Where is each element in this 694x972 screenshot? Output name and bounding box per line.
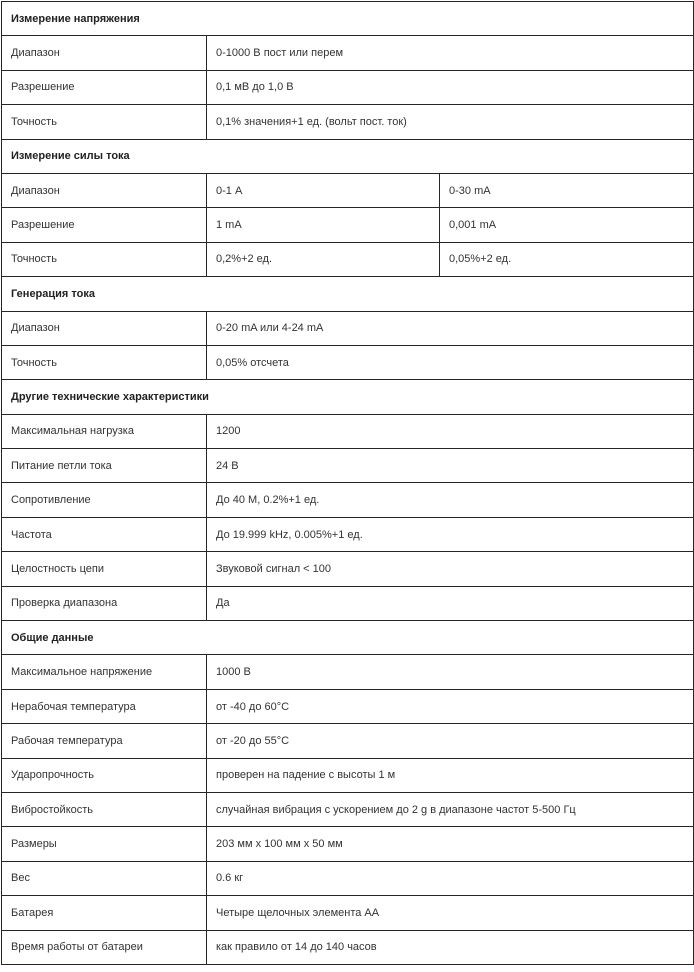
parameter-value-cell: Четыре щелочных элемента АА — [207, 896, 694, 930]
table-row — [2, 345, 694, 379]
section-header-row — [2, 139, 694, 173]
table-row — [2, 689, 694, 723]
section-title: Общие данные — [2, 621, 694, 655]
parameter-name-cell: Батарея — [2, 896, 207, 930]
table-row — [2, 483, 694, 517]
table-row — [2, 70, 694, 104]
parameter-value-cell: случайная вибрация с ускорением до 2 g в диапазоне частот 5-500 Гц — [207, 792, 694, 826]
parameter-name-cell: Рабочая температура — [2, 724, 207, 758]
table-row — [2, 758, 694, 792]
table-row — [2, 655, 694, 689]
parameter-value-cell: 0,05% отсчета — [207, 345, 694, 379]
section-header-row — [2, 277, 694, 311]
table-row — [2, 861, 694, 895]
parameter-name-cell: Частота — [2, 517, 207, 551]
parameter-value-cell: 0,1% значения+1 ед. (вольт пост. ток) — [207, 105, 694, 139]
table-row — [2, 449, 694, 483]
section-title: Измерение напряжения — [2, 2, 694, 36]
parameter-name-cell: Диапазон — [2, 36, 207, 70]
section-title: Генерация тока — [2, 277, 694, 311]
parameter-name-cell: Размеры — [2, 827, 207, 861]
table-row — [2, 827, 694, 861]
parameter-value-cell: Звуковой сигнал < 100 — [207, 552, 694, 586]
parameter-name-cell: Ударопрочность — [2, 758, 207, 792]
table-row — [2, 208, 694, 242]
table-row — [2, 311, 694, 345]
parameter-name-cell: Диапазон — [2, 311, 207, 345]
parameter-value-cell: от -20 до 55°С — [207, 724, 694, 758]
parameter-value-cell: 1200 — [207, 414, 694, 448]
table-row — [2, 517, 694, 551]
parameter-value-cell: как правило от 14 до 140 часов — [207, 930, 694, 964]
parameter-name-cell: Точность — [2, 242, 207, 276]
table-row — [2, 105, 694, 139]
parameter-value-cell: До 19.999 kHz, 0.005%+1 ед. — [207, 517, 694, 551]
parameter-value-cell: 0,2%+2 ед. — [207, 242, 440, 276]
parameter-name-cell: Разрешение — [2, 70, 207, 104]
parameter-name-cell: Максимальное напряжение — [2, 655, 207, 689]
parameter-name-cell: Время работы от батареи — [2, 930, 207, 964]
parameter-value-cell: 1 mA — [207, 208, 440, 242]
table-row — [2, 552, 694, 586]
parameter-value-cell: 24 В — [207, 449, 694, 483]
parameter-value-cell: 0-1 А — [207, 173, 440, 207]
parameter-value-cell: от -40 до 60°С — [207, 689, 694, 723]
parameter-name-cell: Сопротивление — [2, 483, 207, 517]
parameter-name-cell: Нерабочая температура — [2, 689, 207, 723]
section-title: Другие технические характеристики — [2, 380, 694, 414]
parameter-name-cell: Точность — [2, 345, 207, 379]
parameter-name-cell: Целостность цепи — [2, 552, 207, 586]
parameter-value-cell: 0-1000 В пост или перем — [207, 36, 694, 70]
parameter-value-cell: проверен на падение с высоты 1 м — [207, 758, 694, 792]
parameter-name-cell: Максимальная нагрузка — [2, 414, 207, 448]
section-header-row — [2, 2, 694, 36]
table-row — [2, 724, 694, 758]
parameter-name-cell: Питание петли тока — [2, 449, 207, 483]
parameter-value-cell: 0.6 кг — [207, 861, 694, 895]
table-row — [2, 896, 694, 930]
section-title: Измерение силы тока — [2, 139, 694, 173]
table-row — [2, 930, 694, 964]
parameter-value-cell: 0,1 мВ до 1,0 В — [207, 70, 694, 104]
table-row — [2, 586, 694, 620]
specifications-table — [1, 1, 694, 965]
parameter-name-cell: Разрешение — [2, 208, 207, 242]
table-row — [2, 242, 694, 276]
table-row — [2, 414, 694, 448]
table-row — [2, 792, 694, 826]
parameter-value-cell: 203 мм х 100 мм х 50 мм — [207, 827, 694, 861]
section-header-row — [2, 380, 694, 414]
parameter-name-cell: Диапазон — [2, 173, 207, 207]
parameter-value-cell: 1000 В — [207, 655, 694, 689]
parameter-value-cell: 0,001 mA — [440, 208, 694, 242]
table-row — [2, 173, 694, 207]
parameter-value-cell: 0,05%+2 ед. — [440, 242, 694, 276]
parameter-value-cell: 0-30 mA — [440, 173, 694, 207]
parameter-value-cell: До 40 М, 0.2%+1 ед. — [207, 483, 694, 517]
parameter-name-cell: Вибростойкость — [2, 792, 207, 826]
section-header-row — [2, 621, 694, 655]
specifications-body — [2, 2, 694, 965]
parameter-name-cell: Проверка диапазона — [2, 586, 207, 620]
parameter-value-cell: 0-20 mA или 4-24 mA — [207, 311, 694, 345]
parameter-name-cell: Вес — [2, 861, 207, 895]
table-row — [2, 36, 694, 70]
parameter-name-cell: Точность — [2, 105, 207, 139]
parameter-value-cell: Да — [207, 586, 694, 620]
